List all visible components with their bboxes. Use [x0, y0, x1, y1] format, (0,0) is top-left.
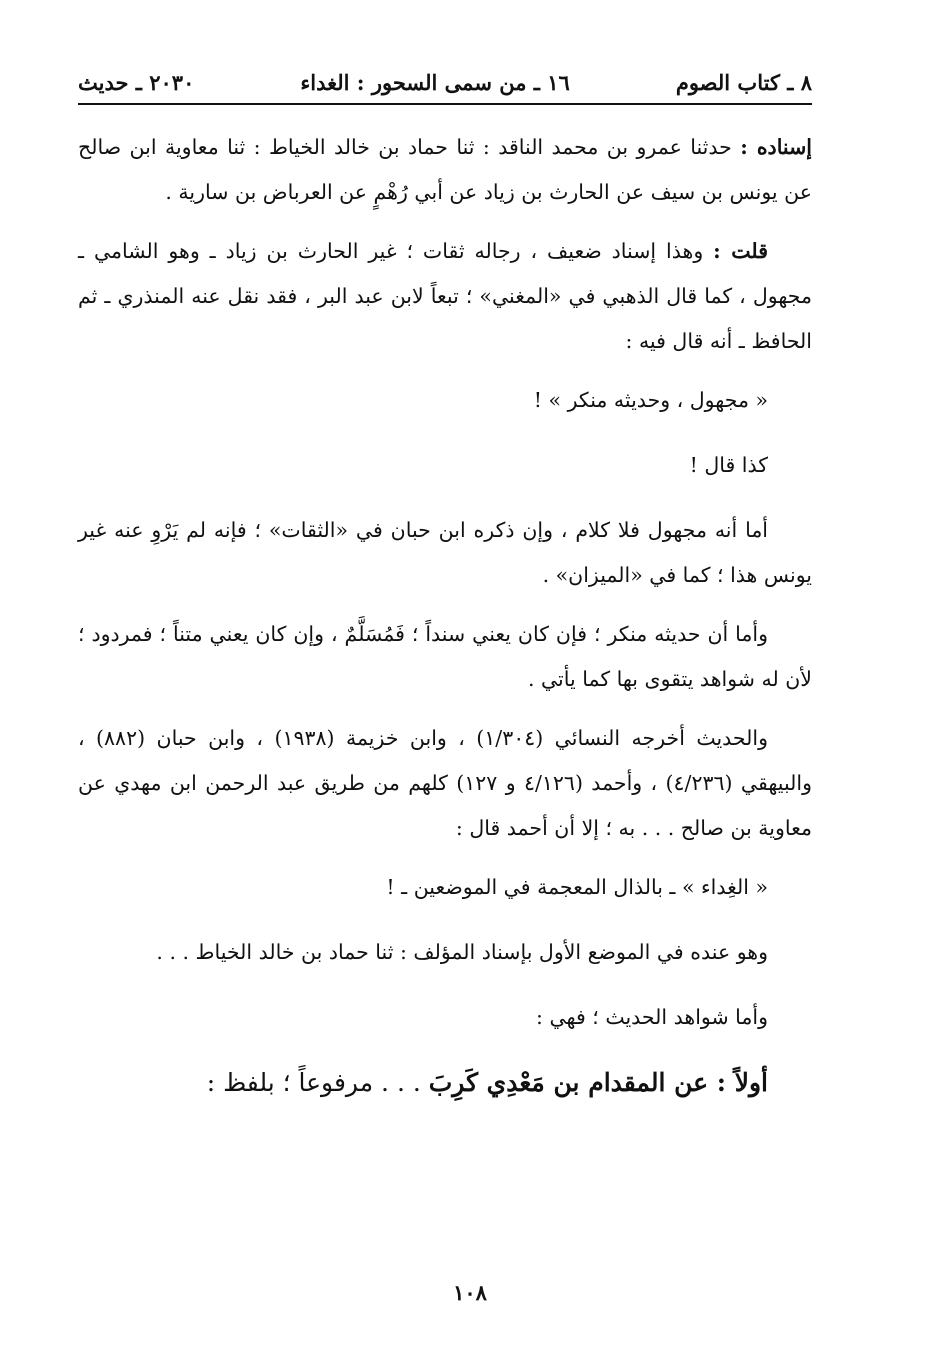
page-body [78, 125, 812, 1106]
paragraph-awwalan [78, 1060, 812, 1106]
text-awwalan: . . . مرفوعاً ؛ بلفظ : [206, 1068, 429, 1097]
header-book-title: ٨ ـ كتاب الصوم [675, 70, 812, 95]
paragraph-qultu [78, 229, 812, 364]
paragraph-isnad-muallif: وهو عنده في الموضع الأول بإسناد المؤلف : ثنا حماد بن خالد الخياط . . . [156, 940, 768, 964]
header-hadith-number: ٢٠٣٠ ـ حديث [78, 70, 195, 95]
label-qultu: قلت : [713, 239, 768, 263]
running-header [78, 70, 812, 105]
paragraph-shawahid: وأما شواهد الحديث ؛ فهي : [536, 1005, 768, 1029]
quote-ghidha: « الغِداء » ـ بالذال المعجمة في الموضعين ـ ! [386, 875, 768, 899]
text-isnad: حدثنا عمرو بن محمد الناقد : ثنا حماد بن خالد الخياط : ثنا معاوية ابن صالح عن يونس بن سيف عن الحارث بن زياد عن أبي رُهْمٍ عن العرباض بن سارية . [78, 135, 812, 204]
label-isnad: إسناده : [740, 135, 812, 159]
header-chapter-title: ١٦ ـ من سمى السحور : الغداء [300, 70, 570, 95]
paragraph-munkar: وأما أن حديثه منكر ؛ فإن كان يعني سنداً ؛ فَمُسَلَّمٌ ، وإن كان يعني متناً ؛ فمردود ؛ لأن له شواهد يتقوى بها كما يأتي . [78, 622, 812, 691]
label-awwalan: أولاً : عن المقدام بن مَعْدِي كَرِبَ [428, 1068, 768, 1097]
text-qultu: وهذا إسناد ضعيف ، رجاله ثقات ؛ غير الحارث بن زياد ـ وهو الشامي ـ مجهول ، كما قال الذهبي في «المغني» ؛ تبعاً لابن عبد البر ، فقد نقل عنه المنذري ـ ثم الحافظ ـ أنه قال فيه : [78, 239, 812, 353]
page-number: ١٠٨ [453, 1280, 487, 1305]
quote-majhul: « مجهول ، وحديثه منكر » ! [533, 388, 768, 412]
remark-kadha: كذا قال ! [689, 453, 768, 477]
paragraph-majhul: أما أنه مجهول فلا كلام ، وإن ذكره ابن حبان في «الثقات» ؛ فإنه لم يَرْوِ عنه غير يونس هذا ؛ كما في «الميزان» . [78, 518, 812, 587]
paragraph-takhrij: والحديث أخرجه النسائي (١/٣٠٤) ، وابن خزيمة (١٩٣٨) ، وابن حبان (٨٨٢) ، والبيهقي (٤/٢٣٦) ، وأحمد (٤/١٢٦ و ١٢٧) كلهم من طريق عبد الرحمن ابن مهدي عن معاوية بن صالح . . . به ؛ إلا أن أحمد قال : [78, 726, 812, 840]
paragraph-isnad [78, 125, 812, 215]
